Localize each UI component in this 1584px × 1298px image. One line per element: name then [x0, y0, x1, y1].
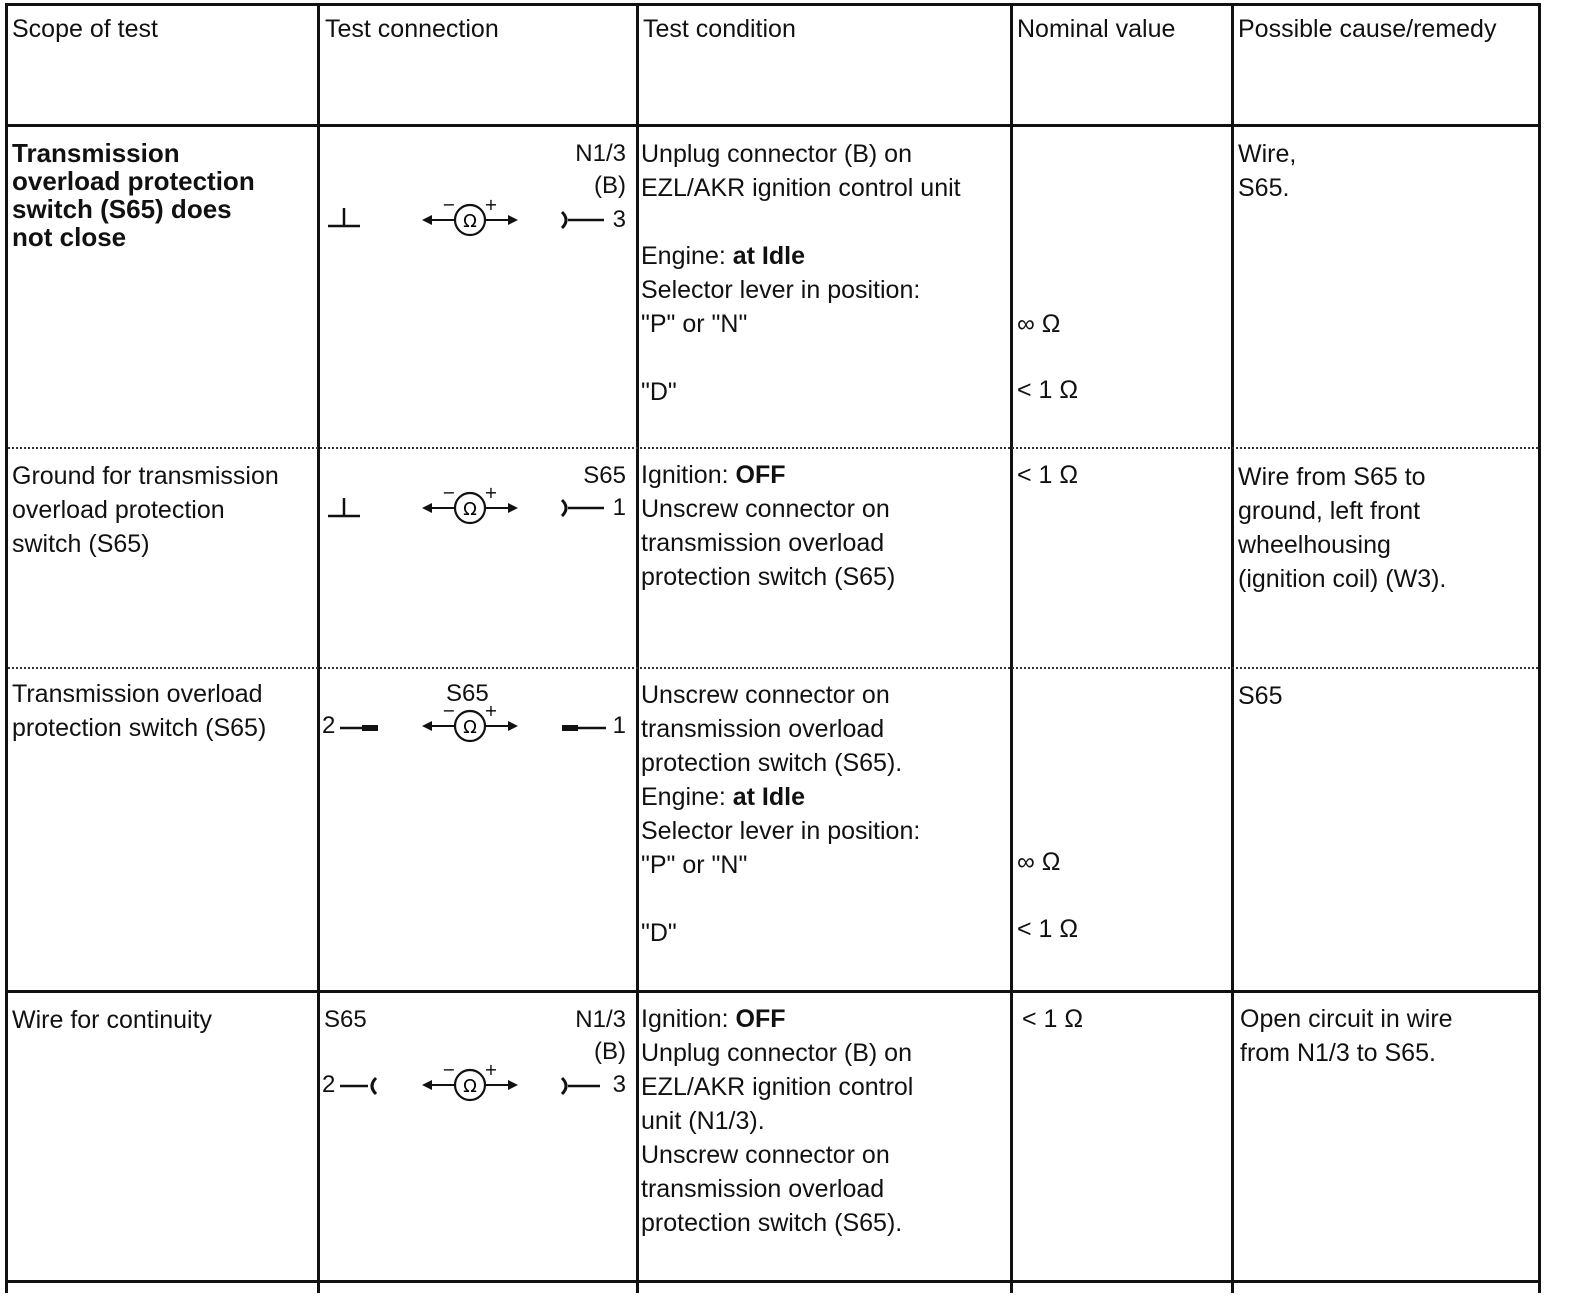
header-divider: [5, 124, 1541, 127]
row1-scope-line: switch (S65) does: [12, 194, 232, 224]
ohmmeter-icon: [420, 198, 530, 238]
pin-number: 1: [612, 494, 626, 521]
socket-symbol-icon: [558, 208, 606, 232]
condition-line: Ignition: OFF: [641, 1005, 786, 1033]
ohmmeter-icon: [420, 486, 530, 526]
condition-line: Engine: at Idle: [641, 242, 805, 270]
row4-connection-diagram: [320, 1002, 632, 1098]
condition-line: transmission overload: [641, 715, 885, 743]
row3-remedy: [1238, 679, 1282, 713]
column-divider-4: [1231, 3, 1234, 1293]
remedy-line: from N1/3 to S65.: [1240, 1039, 1436, 1067]
condition-line: EZL/AKR ignition control unit: [641, 174, 961, 202]
column-divider-3: [1010, 3, 1013, 1293]
pin-number: 1: [612, 712, 626, 739]
table-border-bottom: [5, 1280, 1541, 1283]
pin-number: 2: [322, 712, 336, 739]
pin-number: 2: [322, 1071, 336, 1098]
condition-line: [641, 205, 961, 239]
condition-line: Unscrew connector on: [641, 495, 890, 523]
header-nominal: Nominal value: [1017, 15, 1176, 43]
table-border-left: [5, 3, 8, 1293]
table-border-right: [1538, 3, 1541, 1293]
scope-line: Ground for transmission: [12, 462, 279, 490]
condition-line: Unscrew connector on: [641, 681, 890, 709]
plug-symbol-icon: [338, 716, 386, 740]
ground-symbol-icon: [324, 204, 364, 234]
scope-line: overload protection: [12, 496, 225, 524]
ground-symbol-icon: [324, 494, 364, 524]
svg-text:Ω: Ω: [463, 211, 477, 232]
row3-nominal-closed: < 1 Ω: [1017, 915, 1079, 943]
condition-line: EZL/AKR ignition control: [641, 1073, 914, 1101]
scope-line: Wire for continuity: [12, 1006, 213, 1034]
remedy-line: S65.: [1238, 174, 1290, 202]
row1-scope-line: Transmission: [12, 138, 180, 168]
scope-line: switch (S65): [12, 530, 150, 558]
condition-line: "D": [641, 919, 677, 947]
row2-scope: [12, 459, 279, 561]
row1-scope: [12, 139, 255, 251]
condition-line: [641, 882, 920, 916]
condition-line: "P" or "N": [641, 851, 748, 879]
connector-label: S65: [446, 680, 489, 707]
connector-label: N1/3: [575, 1006, 626, 1033]
row1-scope-line: not close: [12, 222, 127, 252]
remedy-line: wheelhousing: [1238, 531, 1391, 559]
ohmmeter-icon: [420, 1063, 530, 1103]
condition-line: "D": [641, 378, 677, 406]
scope-line: Transmission overload: [12, 680, 263, 708]
header-condition: Test condition: [643, 15, 796, 43]
row2-connection-diagram: [320, 458, 632, 548]
svg-text:−: −: [442, 1063, 456, 1079]
row-divider-3: [5, 990, 1541, 993]
condition-line: "P" or "N": [641, 310, 748, 338]
row4-remedy: [1240, 1002, 1453, 1070]
remedy-line: ground, left front: [1238, 497, 1421, 525]
row3-condition: [641, 678, 920, 950]
condition-line: Ignition: OFF: [641, 461, 786, 489]
condition-line: Unscrew connector on: [641, 1141, 890, 1169]
row1-scope-line: overload protection: [12, 166, 255, 196]
svg-text:−: −: [442, 198, 456, 214]
svg-text:Ω: Ω: [463, 717, 477, 738]
row1-connection-diagram: [320, 138, 632, 233]
condition-line: protection switch (S65).: [641, 1209, 903, 1237]
column-divider-2: [636, 3, 639, 1293]
row1-condition: [641, 137, 961, 409]
plug-symbol-icon: [560, 716, 610, 740]
row4-scope: [12, 1003, 212, 1037]
svg-text:+: +: [484, 198, 498, 214]
svg-text:Ω: Ω: [463, 1076, 477, 1097]
condition-line: [641, 341, 961, 375]
pin-number: 3: [612, 206, 626, 233]
condition-line: unit (N1/3).: [641, 1107, 765, 1135]
condition-line: protection switch (S65).: [641, 749, 903, 777]
socket-symbol-icon: [338, 1074, 382, 1098]
row3-nominal-open: ∞ Ω: [1017, 848, 1061, 876]
svg-text:+: +: [484, 486, 498, 502]
row2-nominal: < 1 Ω: [1017, 461, 1079, 489]
condition-line: Unplug connector (B) on: [641, 140, 912, 168]
connector-label: (B): [594, 1038, 626, 1065]
socket-symbol-icon: [558, 1074, 606, 1098]
header-remedy: Possible cause/remedy: [1238, 15, 1497, 43]
row3-scope: [12, 677, 266, 745]
condition-line: Unplug connector (B) on: [641, 1039, 912, 1067]
row3-connection-diagram: [320, 676, 632, 766]
table-border-top: [5, 3, 1541, 6]
row-divider-1: [8, 447, 1538, 449]
row1-remedy: [1238, 137, 1296, 205]
svg-text:Ω: Ω: [463, 499, 477, 520]
connector-label: N1/3: [575, 140, 626, 167]
condition-line: protection switch (S65): [641, 563, 896, 591]
header-connection: Test connection: [325, 15, 499, 43]
condition-line: Engine: at Idle: [641, 783, 805, 811]
svg-text:−: −: [442, 486, 456, 502]
row2-remedy: [1238, 460, 1446, 596]
svg-text:+: +: [484, 1063, 498, 1079]
row1-nominal-open: ∞ Ω: [1017, 310, 1061, 338]
remedy-line: Wire,: [1238, 140, 1297, 168]
row1-nominal-closed: < 1 Ω: [1017, 376, 1079, 404]
header-scope: Scope of test: [12, 15, 158, 43]
row2-condition: [641, 458, 895, 594]
connector-label: (B): [594, 172, 626, 199]
row-divider-2: [8, 667, 1538, 669]
row4-condition: [641, 1002, 913, 1240]
remedy-line: Open circuit in wire: [1240, 1005, 1453, 1033]
condition-line: transmission overload: [641, 529, 885, 557]
socket-symbol-icon: [558, 496, 606, 520]
remedy-line: (ignition coil) (W3).: [1238, 565, 1447, 593]
svg-text:+: +: [484, 704, 498, 720]
remedy-line: S65: [1238, 682, 1283, 710]
connector-label: S65: [583, 462, 626, 489]
condition-line: Selector lever in position:: [641, 276, 921, 304]
condition-line: transmission overload: [641, 1175, 885, 1203]
svg-text:−: −: [442, 704, 456, 720]
remedy-line: Wire from S65 to: [1238, 463, 1426, 491]
connector-label: S65: [324, 1006, 367, 1033]
scope-line: protection switch (S65): [12, 714, 267, 742]
condition-line: Selector lever in position:: [641, 817, 921, 845]
row4-nominal: < 1 Ω: [1022, 1005, 1084, 1033]
pin-number: 3: [612, 1071, 626, 1098]
ohmmeter-icon: [420, 704, 530, 744]
